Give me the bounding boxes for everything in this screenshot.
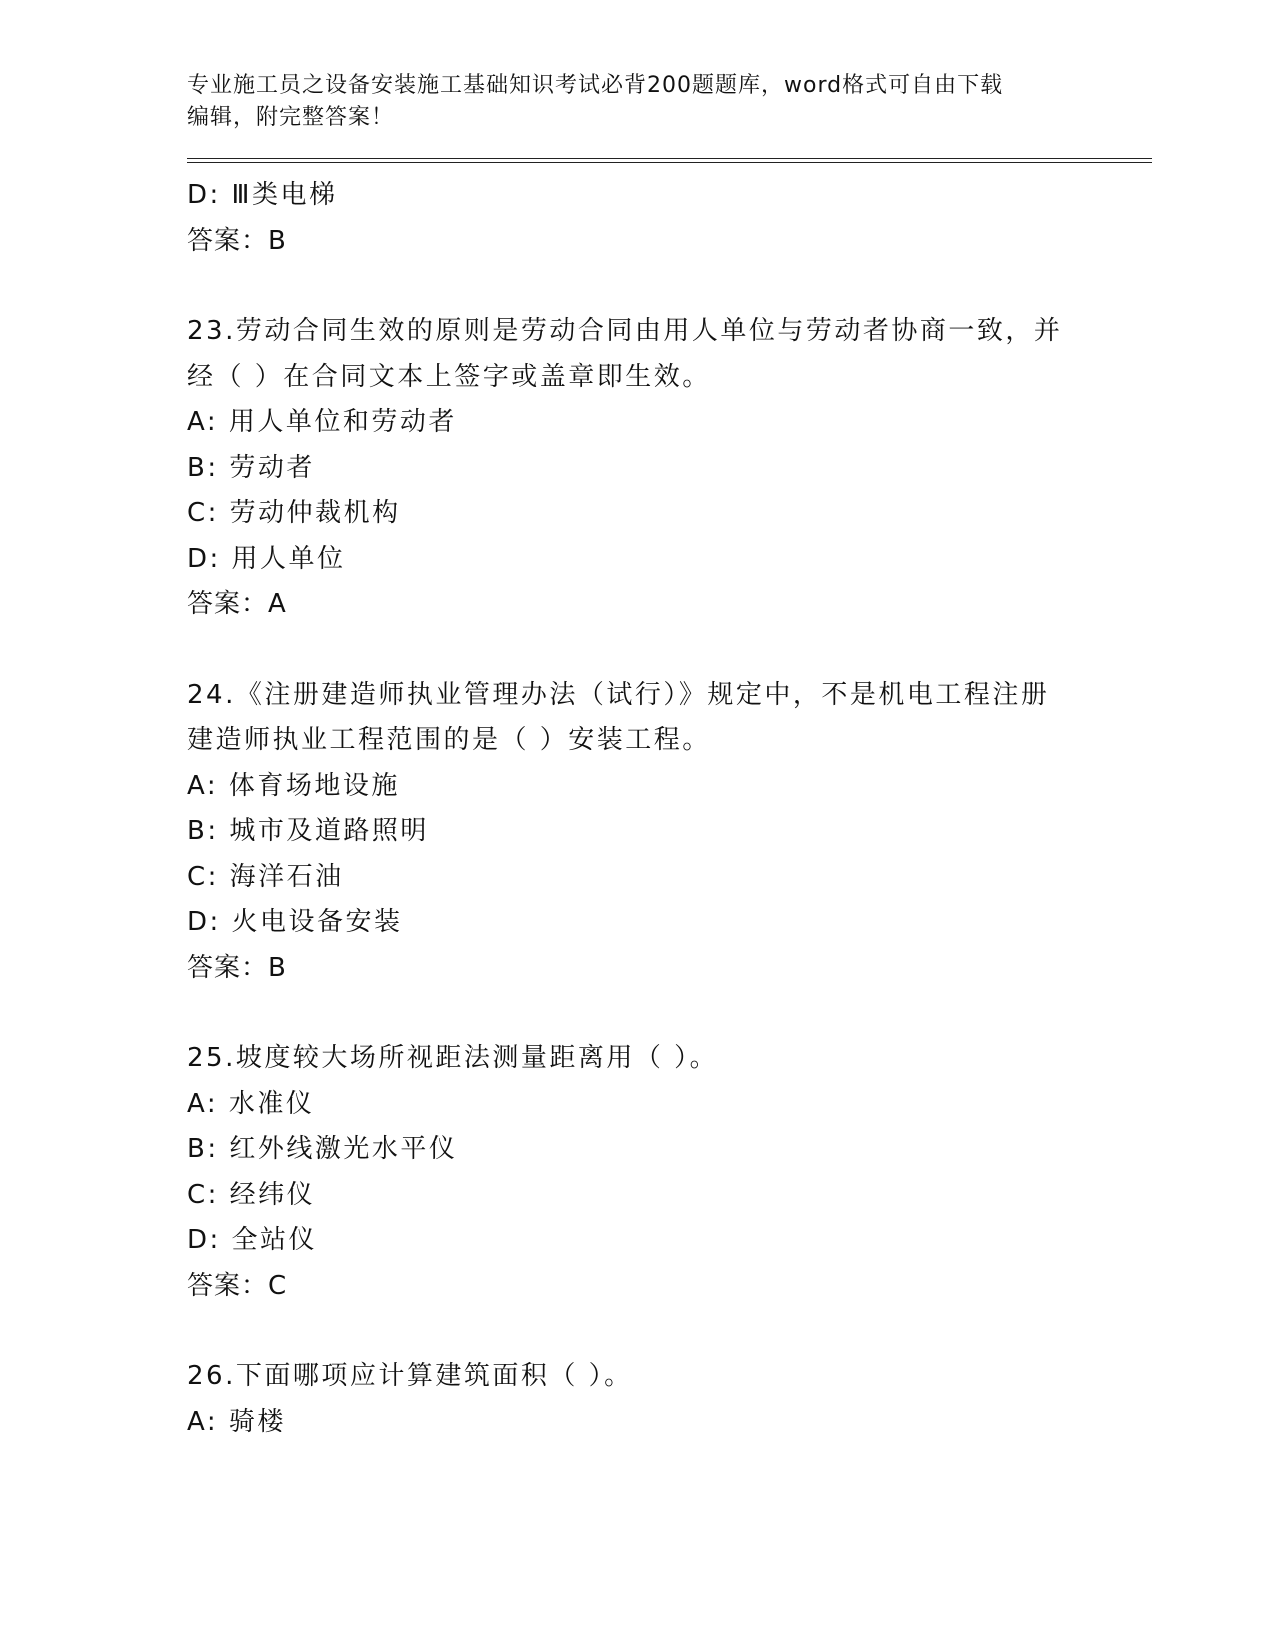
answer-line: 答案：B (187, 225, 287, 256)
header-title-line-2: 编辑，附完整答案！ (187, 105, 395, 130)
question-text-line: 23.劳动合同生效的原则是劳动合同由用人单位与劳动者协商一致，并 (187, 316, 1063, 346)
question-text-line: 经（ ）在合同文本上签字或盖章即生效。 (187, 361, 711, 392)
question-text-line: 24.《注册建造师执业管理办法（试行）》规定中，不是机电工程注册 (187, 679, 1050, 710)
question-23 (187, 309, 1147, 628)
question-25 (187, 1036, 1147, 1309)
question-text (187, 673, 1087, 764)
answer-line: 答案：A (187, 589, 287, 619)
option-a: A: 用人单位和劳动者 (187, 407, 457, 437)
option-a: A: 水准仪 (187, 1088, 315, 1119)
header-divider (187, 158, 1152, 163)
question-text-line: 25.坡度较大场所视距法测量距离用（ ）。 (187, 1043, 719, 1073)
option-d: D: 全站仪 (187, 1225, 318, 1255)
question-text (187, 1354, 1087, 1400)
option-c: C: 劳动仲裁机构 (187, 498, 401, 528)
answer-line: 答案：B (187, 952, 287, 983)
document-page (187, 70, 1147, 1445)
option-a: A: 体育场地设施 (187, 770, 400, 801)
option-c: C: 海洋石油 (187, 861, 344, 892)
header-title-line-1: 专业施工员之设备安装施工基础知识考试必背200题题库，word格式可自由下载 (187, 73, 1004, 98)
question-26 (187, 1354, 1147, 1445)
question-24 (187, 673, 1147, 992)
page-header (187, 70, 1067, 134)
answer-line: 答案：C (187, 1270, 288, 1301)
option-a: A: 骑楼 (187, 1406, 286, 1437)
option-b: B: 红外线激光水平仪 (187, 1134, 458, 1164)
option-b: B: 劳动者 (187, 452, 315, 483)
question-text (187, 309, 1087, 400)
question-text-line: 26.下面哪项应计算建筑面积（ ）。 (187, 1361, 633, 1391)
option-d: D: 用人单位 (187, 543, 346, 574)
option-d: D: Ⅲ类电梯 (187, 180, 338, 210)
option-b: B: 城市及道路照明 (187, 816, 429, 846)
question-text-line: 建造师执业工程范围的是（ ）安装工程。 (187, 725, 711, 755)
document-body (187, 173, 1147, 1445)
option-c: C: 经纬仪 (187, 1179, 316, 1210)
question-text (187, 1036, 1087, 1082)
option-d: D: 火电设备安装 (187, 907, 403, 937)
